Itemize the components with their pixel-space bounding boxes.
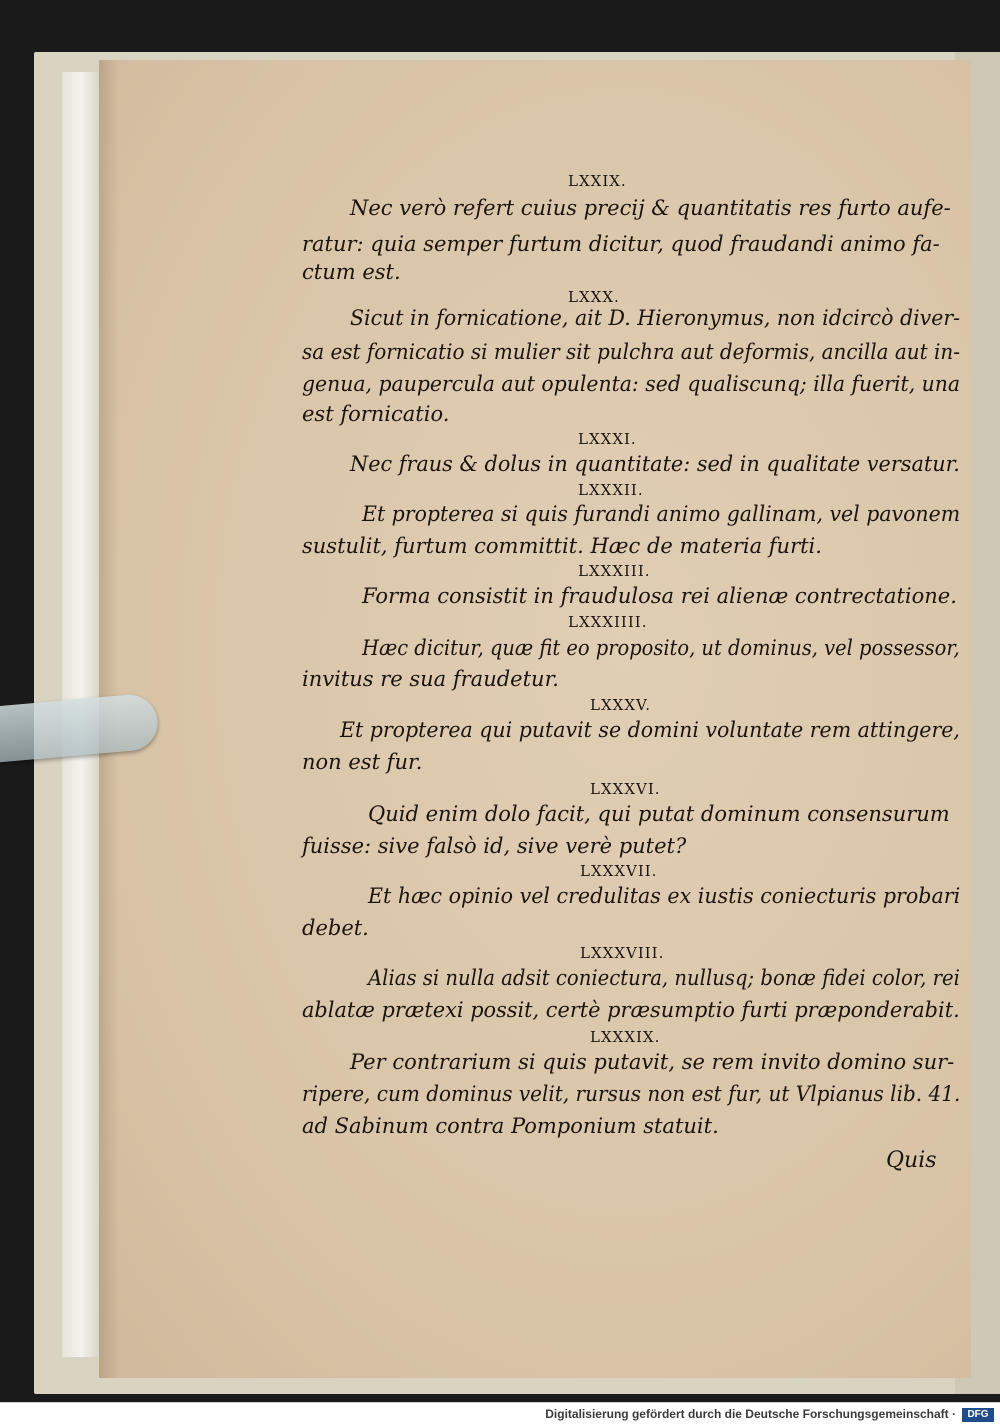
section-numeral: LXXXVIII. (580, 944, 665, 962)
section-numeral: LXXXVII. (580, 862, 658, 880)
text-line: est fornicatio. (302, 402, 450, 426)
credit-footer (0, 1402, 1000, 1427)
section-numeral: LXXIX. (568, 172, 627, 190)
text-line: sa est fornicatio si mulier sit pulchra aut deformis, ancilla aut in- (302, 340, 960, 364)
text-line: Sicut in fornicatione, ait D. Hieronymus, non idcircò diver- (350, 306, 961, 330)
footer-credit: Digitalisierung gefördert durch die Deutsche Forschungsgemeinschaft · (545, 1407, 956, 1421)
text-line: ad Sabinum contra Pomponium statuit. (302, 1114, 719, 1138)
text-line: Nec fraus & dolus in quantitate: sed in qualitate versatur. (350, 452, 960, 476)
section-numeral: LXXXV. (590, 696, 651, 714)
text-line: fuisse: sive falsò id, sive verè putet? (302, 834, 687, 858)
text-line: ripere, cum dominus velit, rursus non est fur, ut Vlpianus lib. 41. (302, 1082, 961, 1106)
text-line: Quid enim dolo facit, qui putat dominum consensurum (368, 802, 950, 826)
text-line: ablatæ prætexi possit, certè præsumptio furti præponderabit. (302, 998, 960, 1022)
text-line: Per contrarium si quis putavit, se rem invito domino sur- (350, 1050, 955, 1074)
text-line: Hæc dicitur, quæ fit eo proposito, ut dominus, vel possessor, (362, 636, 960, 660)
text-line: ctum est. (302, 260, 401, 284)
section-numeral: LXXX. (568, 288, 620, 306)
text-line: invitus re sua fraudetur. (302, 667, 559, 691)
section-numeral: LXXXIIII. (568, 613, 648, 631)
text-line: Et propterea si quis furandi animo gallinam, vel pavonem (362, 502, 961, 526)
dfg-logo: DFG (962, 1408, 994, 1422)
section-numeral: LXXXII. (578, 481, 644, 499)
section-numeral: LXXXIII. (578, 562, 651, 580)
section-numeral: LXXXVI. (590, 780, 661, 798)
text-line: debet. (302, 916, 369, 940)
text-line: Forma consistit in fraudulosa rei alienæ contrectatione. (362, 584, 957, 608)
text-line: ratur: quia semper furtum dicitur, quod fraudandi animo fa- (302, 232, 940, 256)
text-line: non est fur. (302, 750, 423, 774)
text-line: Alias si nulla adsit coniectura, nullusq; bonæ fidei color, rei (368, 966, 960, 990)
text-line: Nec verò refert cuius precij & quantitatis res furto aufe- (350, 196, 951, 220)
text-line: sustulit, furtum committit. Hæc de materia furti. (302, 534, 822, 558)
section-numeral: LXXXI. (578, 430, 637, 448)
text-line: genua, paupercula aut opulenta: sed qualiscunq; illa fuerit, una (302, 372, 961, 396)
catchword: Quis (886, 1148, 937, 1173)
text-line: Et hæc opinio vel credulitas ex iustis coniecturis probari (368, 884, 961, 908)
text-line: Et propterea qui putavit se domini voluntate rem attingere, (340, 718, 960, 742)
section-numeral: LXXXIX. (590, 1028, 661, 1046)
